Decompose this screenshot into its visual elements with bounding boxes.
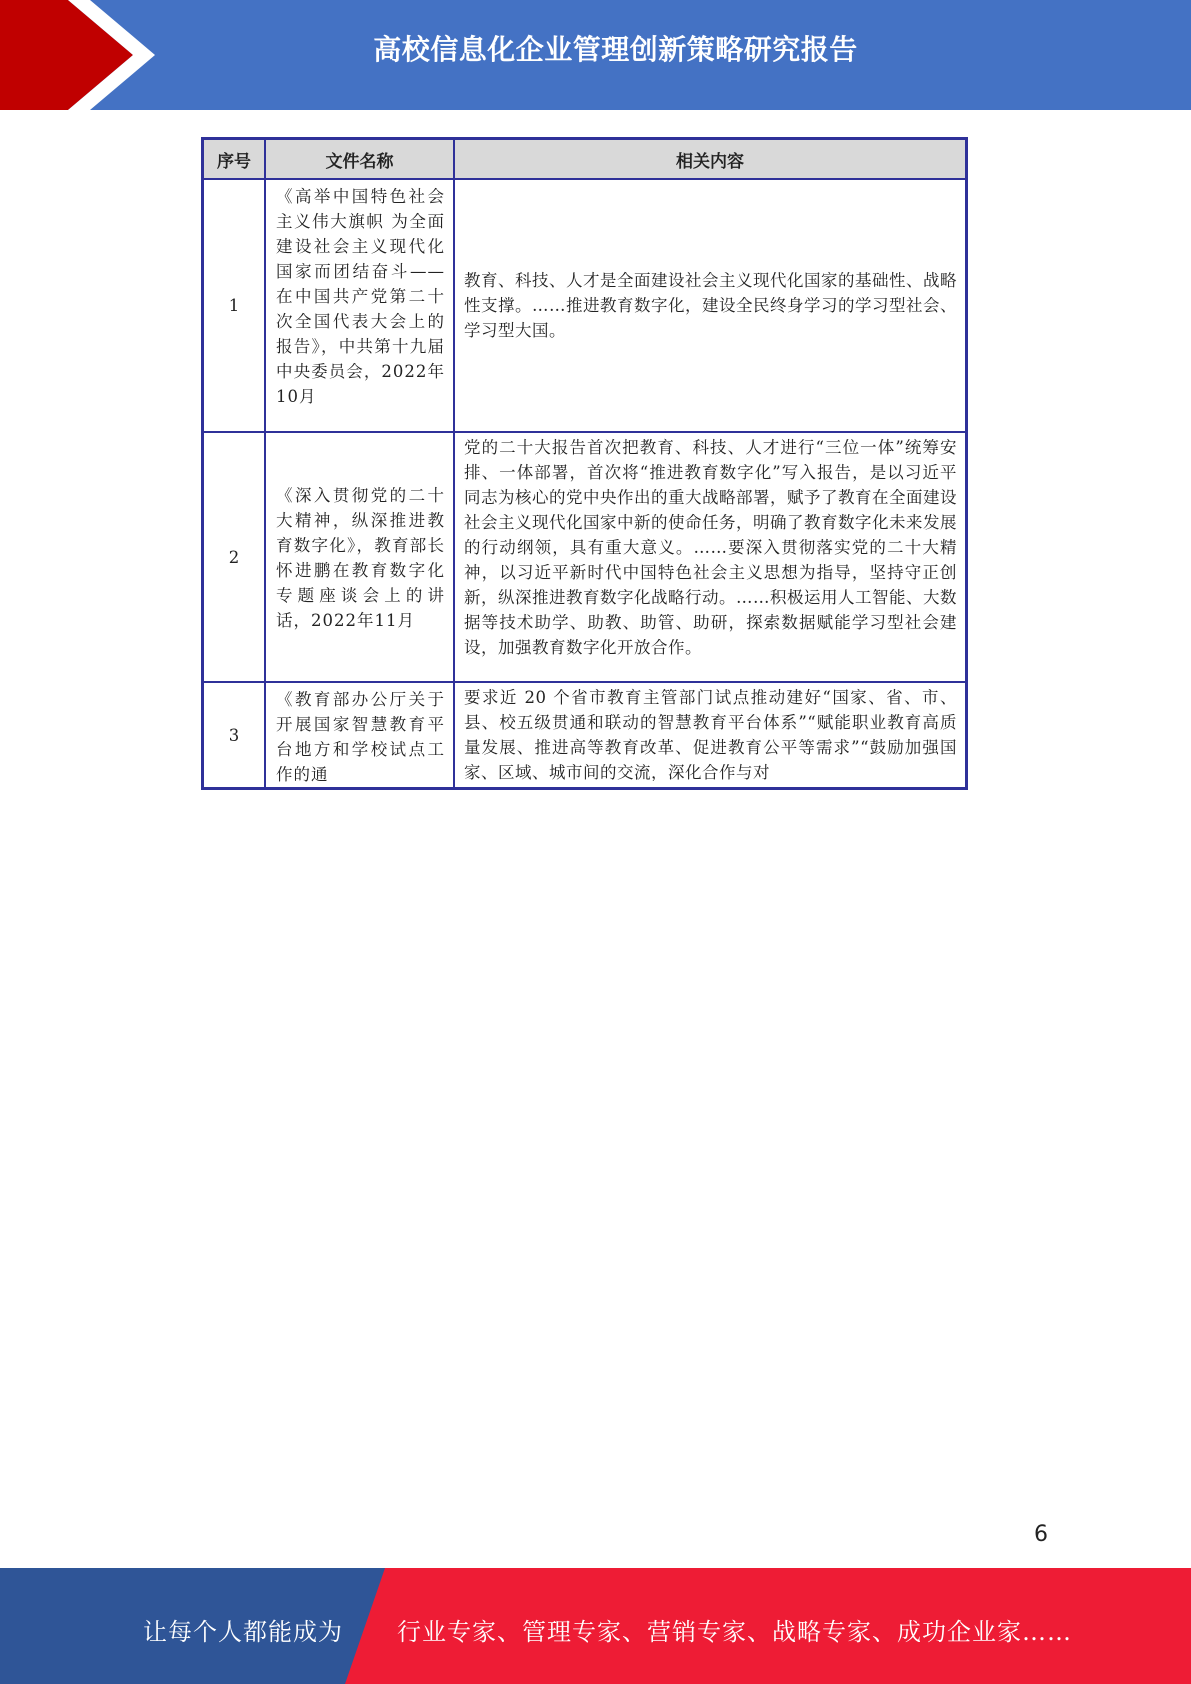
table-row: [203, 432, 967, 682]
table-row: [203, 179, 967, 432]
footer-slogan-left: 让每个人都能成为: [143, 1618, 343, 1646]
footer-banner: [0, 1568, 1191, 1684]
header-banner: [0, 0, 1191, 110]
table-row: [203, 682, 967, 789]
row-seq: 3: [203, 682, 266, 789]
row-seq: 2: [203, 432, 266, 682]
table-header-row: [203, 139, 967, 180]
report-title: 高校信息化企业管理创新策略研究报告: [373, 33, 858, 66]
page-number: 6: [1034, 1522, 1048, 1547]
row-content-text: 要求近 20 个省市教育主管部门试点推动建好“国家、省、市、县、校五级贯通和联动的智慧教育平台体系”“赋能职业教育高质量发展、推进高等教育改革、促进教育公平等需求”“鼓励加强国家、区域、城市间的交流，深化合作与对: [464, 688, 957, 781]
row-document-name: 《高举中国特色社会主义伟大旗帜 为全面建设社会主义现代化国家而团结奋斗——在中国共产党第二十次全国代表大会上的报告》，中共第十九届中央委员会，2022年10月: [265, 179, 454, 432]
column-header-seq: 序号: [203, 139, 266, 180]
row-content: 党的二十大报告首次把教育、科技、人才进行“三位一体”统筹安排、一体部署，首次将“推进教育数字化”写入报告，是以习近平同志为核心的党中央作出的重大战略部署，赋予了教育在全面建设社会主义现代化国家中新的使命任务，明确了教育数字化未来发展的行动纲领，具有重大意义。……要深入贯彻落实党的二十大精神，以习近平新时代中国特色社会主义思想为指导，坚持守正创新，纵深推进教育数字化战略行动。……积极运用人工智能、大数据等技术助学、助教、助管、助研，探索数据赋能学习型社会建设，加强教育数字化开放合作。: [454, 432, 967, 682]
policy-documents-table: [201, 137, 968, 790]
row-content: 教育、科技、人才是全面建设社会主义现代化国家的基础性、战略性支撑。……推进教育数字化，建设全民终身学习的学习型社会、学习型大国。: [454, 179, 967, 432]
row-document-name: [265, 682, 454, 789]
column-header-content: 相关内容: [454, 139, 967, 180]
row-content: [454, 682, 967, 789]
row-seq: 1: [203, 179, 266, 432]
row-document-name: 《深入贯彻党的二十大精神，纵深推进教育数字化》，教育部长怀进鹏在教育数字化专题座谈会上的讲话，2022年11月: [265, 432, 454, 682]
footer-slogan-right: 行业专家、管理专家、营销专家、战略专家、成功企业家……: [397, 1618, 1072, 1646]
column-header-name: 文件名称: [265, 139, 454, 180]
row-document-name-text: 《教育部办公厅关于开展国家智慧教育平台地方和学校试点工作的通: [276, 690, 445, 783]
